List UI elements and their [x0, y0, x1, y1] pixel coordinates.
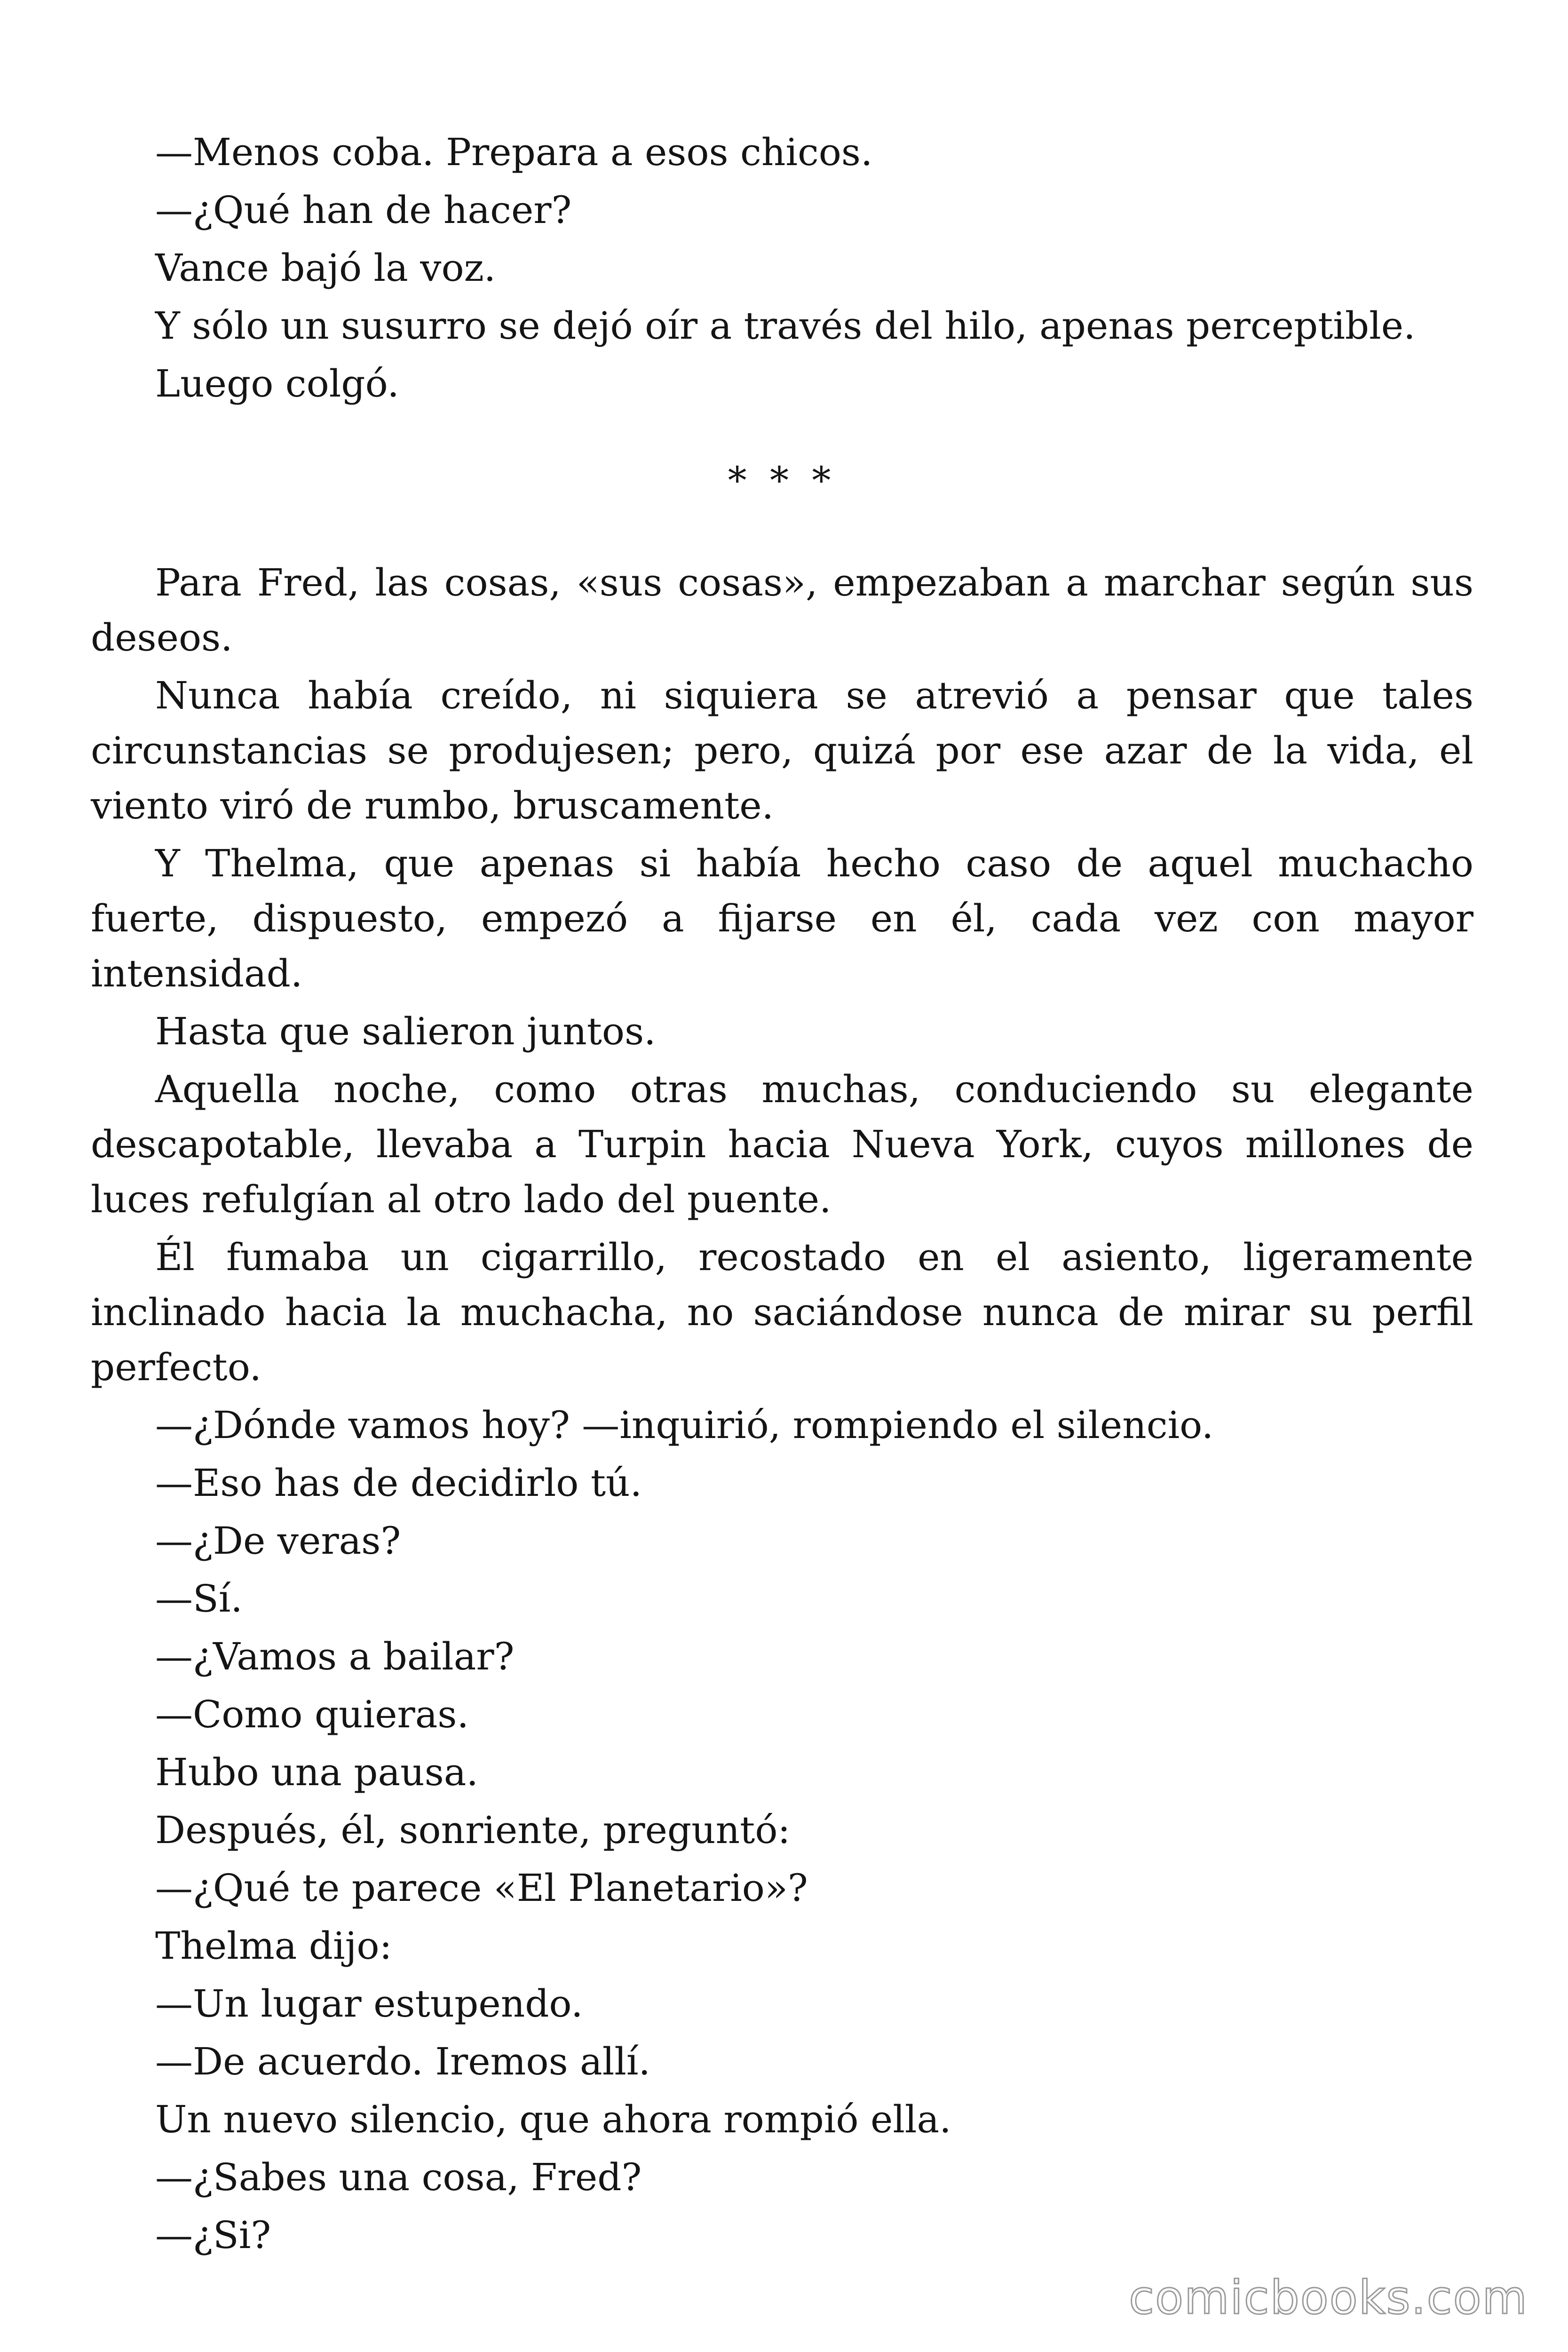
paragraph: —Como quieras.: [155, 1692, 469, 1736]
paragraph: Thelma dijo:: [155, 1924, 392, 1968]
paragraph: Y sólo un susurro se dejó oír a través del hilo, apenas perceptible.: [155, 304, 1416, 348]
paragraph: —Sí.: [155, 1577, 243, 1621]
section-separator: * * *: [728, 459, 837, 502]
main-text-block: [91, 555, 1473, 2265]
paragraph: —Eso has de decidirlo tú.: [155, 1461, 642, 1505]
paragraph: —¿Vamos a bailar?: [155, 1635, 515, 1678]
paragraph: —Menos coba. Prepara a esos chicos.: [155, 130, 873, 174]
paragraph: Nunca había creído, ni siquiera se atrevió a pensar que tales circunstancias se produjesen; pero, quizá por ese azar de la vida, el viento viró de rumbo, bruscamente.: [91, 674, 1473, 827]
paragraph: Para Fred, las cosas, «sus cosas», empezaban a marchar según sus deseos.: [91, 561, 1473, 660]
paragraph: —¿Qué han de hacer?: [155, 188, 572, 232]
paragraph: —¿Dónde vamos hoy? —inquirió, rompiendo el silencio.: [155, 1403, 1214, 1447]
paragraph: —De acuerdo. Iremos allí.: [155, 2040, 650, 2083]
paragraph: —¿Sabes una cosa, Fred?: [155, 2155, 642, 2199]
paragraph: Hasta que salieron juntos.: [155, 1009, 656, 1053]
paragraph: —¿Qué te parece «El Planetario»?: [155, 1866, 808, 1910]
paragraph: —¿Si?: [155, 2213, 271, 2257]
paragraph: Después, él, sonriente, preguntó:: [155, 1808, 791, 1852]
paragraph: Él fumaba un cigarrillo, recostado en el asiento, ligeramente inclinado hacia la muchacha, no saciándose nunca de mirar su perfil perfecto.: [91, 1235, 1473, 1389]
paragraph: Aquella noche, como otras muchas, conduciendo su elegante descapotable, llevaba a Turpin hacia Nueva York, cuyos millones de luces refulgían al otro lado del puente.: [91, 1067, 1473, 1221]
paragraph: Vance bajó la voz.: [155, 246, 496, 290]
paragraph: Luego colgó.: [155, 362, 399, 405]
paragraph: —Un lugar estupendo.: [155, 1982, 583, 2026]
paragraph: Un nuevo silencio, que ahora rompió ella.: [155, 2098, 951, 2141]
watermark-text: comicbooks.com: [1129, 2271, 1528, 2325]
paragraph: Y Thelma, que apenas si había hecho caso de aquel muchacho fuerte, dispuesto, empezó a fijarse en él, cada vez con mayor intensidad.: [91, 842, 1473, 995]
paragraph: —¿De veras?: [155, 1519, 401, 1563]
top-text-block: [91, 125, 1473, 414]
paragraph: Hubo una pausa.: [155, 1750, 478, 1794]
